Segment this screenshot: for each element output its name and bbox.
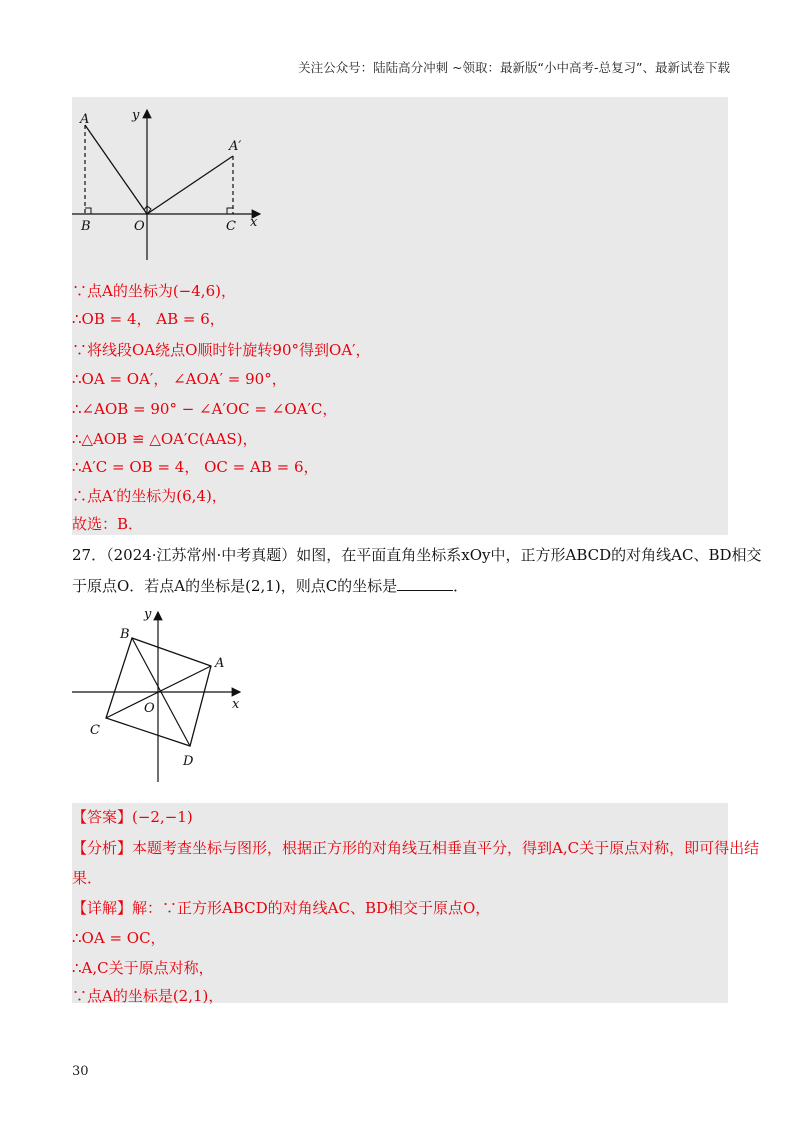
sol2-analysis-1: 【分析】本题考查坐标与图形，根据正方形的对角线互相垂直平分，得到A,C关于原点对称，即可得出结	[72, 839, 760, 857]
q27-line-2-text: 于原点O．若点A的坐标是(2,1)，则点C的坐标是	[72, 577, 398, 595]
label-A-prime: A′	[229, 139, 242, 154]
label-B: B	[81, 219, 91, 234]
sol2-detail: 【详解】解：∵正方形ABCD的对角线AC、BD相交于原点O，	[72, 899, 491, 917]
sol1-line-8: ∴点A′的坐标为(6,4)，	[72, 487, 227, 505]
segment-OA-prime	[147, 156, 233, 214]
sol2-line-2: ∴A,C关于原点对称，	[72, 959, 214, 977]
right-angle-B	[85, 208, 91, 214]
figure-rotation	[72, 100, 272, 265]
page-header: 关注公众号：陆陆高分冲刺 ~领取：最新版“小中高考-总复习”、最新试卷下载	[298, 60, 730, 75]
label-O: O	[134, 219, 145, 234]
q27-line-2-end: ．	[453, 577, 469, 595]
sol1-line-6: ∴△AOB ≌ △OA′C(AAS)，	[72, 430, 258, 448]
sol2-line-3: ∵点A的坐标是(2,1)，	[72, 987, 224, 1005]
label-A: A	[215, 656, 225, 671]
label-x: x	[232, 697, 240, 712]
figure-square	[72, 600, 272, 790]
answer-blank	[397, 589, 453, 591]
label-y: y	[144, 607, 152, 622]
sol1-line-3: ∵将线段OA绕点O顺时针旋转90°得到OA′，	[72, 341, 371, 359]
label-C: C	[226, 219, 236, 234]
sol1-line-7: ∴A′C = OB = 4， OC = AB = 6，	[72, 458, 319, 476]
q27-line-2	[72, 575, 468, 596]
sol1-line-4: ∴OA = OA′， ∠AOA′ = 90°，	[72, 370, 287, 388]
sol1-line-1: ∵点A的坐标为(−4,6)，	[72, 282, 236, 300]
label-C: C	[90, 723, 100, 738]
right-angle-C	[227, 208, 233, 214]
label-x: x	[250, 215, 258, 230]
label-A: A	[80, 112, 90, 127]
sol2-answer: 【答案】(−2,−1)	[72, 808, 193, 826]
sol2-analysis-2: 果．	[72, 869, 103, 887]
label-O: O	[144, 701, 155, 716]
label-y: y	[132, 108, 140, 123]
label-D: D	[183, 754, 194, 769]
sol2-line-1: ∴OA = OC，	[72, 929, 166, 947]
q27-line-1: 27．（2024·江苏常州·中考真题）如图，在平面直角坐标系xOy中，正方形ABCD的对角线AC、BD相交	[72, 546, 762, 564]
sol1-line-2: ∴OB = 4， AB = 6，	[72, 310, 225, 328]
sol1-line-5: ∴∠AOB = 90° − ∠A′OC = ∠OA′C，	[72, 400, 338, 418]
page-number: 30	[72, 1064, 89, 1079]
sol1-line-9: 故选：B．	[72, 515, 144, 533]
segment-OA	[85, 125, 147, 214]
label-B: B	[120, 627, 130, 642]
